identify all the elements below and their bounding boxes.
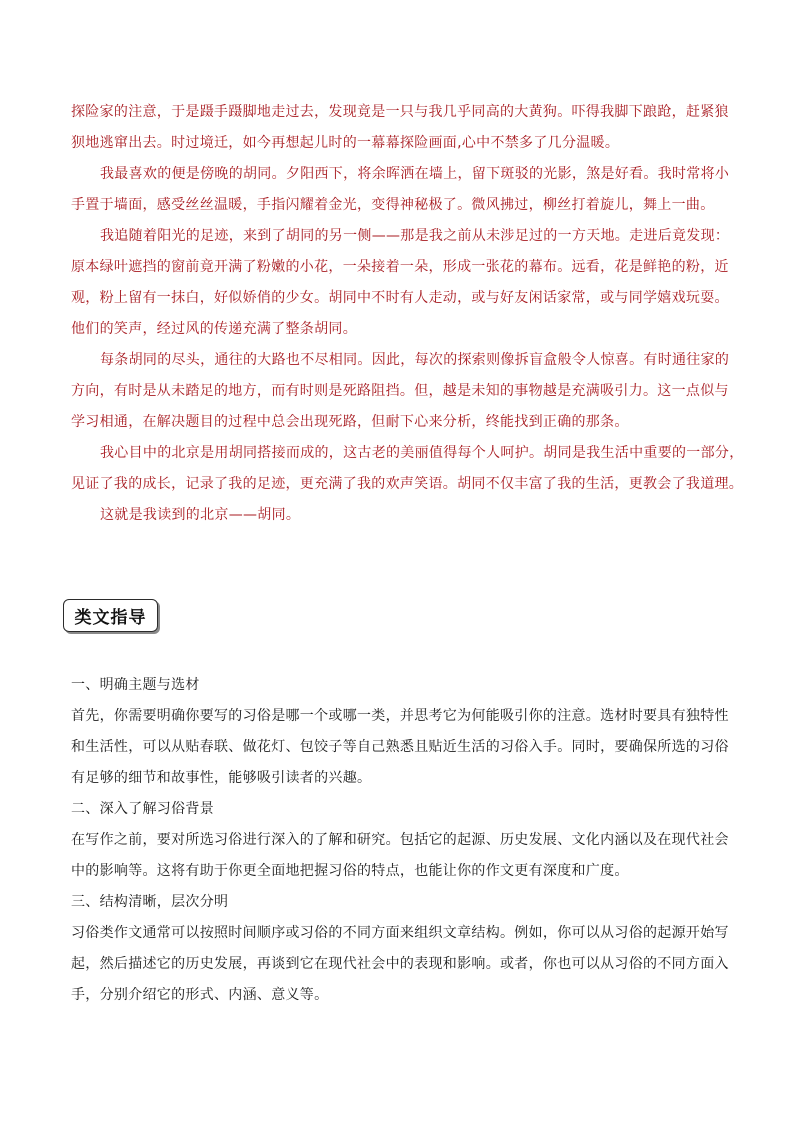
guide-heading-2: 二、深入了解习俗背景	[71, 801, 214, 817]
essay-line: 方向，有时是从未踏足的地方，而有时则是死路阻挡。但，越是未知的事物越是充满吸引力。这一点似与	[71, 383, 729, 399]
essay-line: 我最喜欢的便是傍晚的胡同。夕阳西下，将余晖洒在墙上，留下斑驳的光影，煞是好看。我时常将小	[100, 166, 730, 182]
guide-line: 中的影响等。这将有助于你更全面地把握习俗的特点，也能让你的作文更有深度和广度。	[71, 863, 629, 879]
guide-line: 在写作之前，要对所选习俗进行深入的了解和研究。包括它的起源、历史发展、文化内涵以及在现代社会	[71, 832, 729, 848]
essay-line: 我心目中的北京是用胡同搭接而成的，这古老的美丽值得每个人呵护。胡同是我生活中重要的一部分，	[100, 445, 744, 461]
guide-line: 起，然后描述它的历史发展，再谈到它在现代社会中的表现和影响。或者，你也可以从习俗的不同方面入	[71, 956, 729, 972]
writing-guide	[71, 670, 737, 1011]
essay-paragraph-5	[71, 438, 744, 500]
guide-line: 首先，你需要明确你要写的习俗是哪一个或哪一类，并思考它为何能吸引你的注意。选材时要具有独特性	[71, 708, 729, 724]
essay-line: 手置于墙面，感受丝丝温暖，手指闪耀着金光，变得神秘极了。微风拂过，柳丝打着旋儿，舞上一曲。	[71, 197, 715, 213]
essay-paragraph-1	[71, 97, 737, 159]
guide-line: 习俗类作文通常可以按照时间顺序或习俗的不同方面来组织文章结构。例如，你可以从习俗的起源开始写	[71, 925, 729, 941]
essay-line: 这就是我读到的北京——胡同。	[100, 507, 301, 523]
essay-line: 学习相通，在解决题目的过程中总会出现死路，但耐下心来分析，终能找到正确的那条。	[71, 414, 629, 430]
guide-heading-1: 一、明确主题与选材	[71, 677, 200, 693]
essay-line: 他们的笑声，经过风的传递充满了整条胡同。	[71, 321, 357, 337]
guide-line: 手，分别介绍它的形式、内涵、意义等。	[71, 987, 329, 1003]
essay-line: 我追随着阳光的足迹，来到了胡同的另一侧——那是我之前从未涉足过的一方天地。走进后竟发现：	[100, 228, 730, 244]
essay-line: 探险家的注意，于是蹑手蹑脚地走过去，发现竟是一只与我几乎同高的大黄狗。吓得我脚下踉跄，赶紧狼	[71, 104, 729, 120]
essay-line: 原本绿叶遮挡的窗前竟开满了粉嫩的小花，一朵接着一朵，形成一张花的幕布。远看，花是鲜艳的粉，近	[71, 259, 729, 275]
section-title-box	[63, 599, 158, 632]
essay-paragraph-6	[71, 500, 737, 531]
essay-line: 每条胡同的尽头，通往的大路也不尽相同。因此，每次的探索则像拆盲盒般令人惊喜。有时通往家的	[100, 352, 730, 368]
essay-line: 狈地逃窜出去。时过境迁，如今再想起儿时的一幕幕探险画面,心中不禁多了几分温暖。	[71, 135, 620, 151]
essay-line: 见证了我的成长，记录了我的足迹，更充满了我的欢声笑语。胡同不仅丰富了我的生活，更教会了我道理。	[71, 476, 744, 492]
essay-paragraph-3	[71, 221, 737, 345]
guide-line: 和生活性，可以从贴春联、做花灯、包饺子等自己熟悉且贴近生活的习俗入手。同时，要确保所选的习俗	[71, 739, 729, 755]
essay-paragraph-2	[71, 159, 737, 221]
essay-line: 观，粉上留有一抹白，好似娇俏的少女。胡同中不时有人走动，或与好友闲话家常，或与同学嬉戏玩耍。	[71, 290, 729, 306]
essay-paragraph-4	[71, 345, 737, 438]
guide-heading-3: 三、结构清晰，层次分明	[71, 894, 229, 910]
guide-line: 有足够的细节和故事性，能够吸引读者的兴趣。	[71, 770, 372, 786]
section-title: 类文指导	[74, 608, 147, 628]
